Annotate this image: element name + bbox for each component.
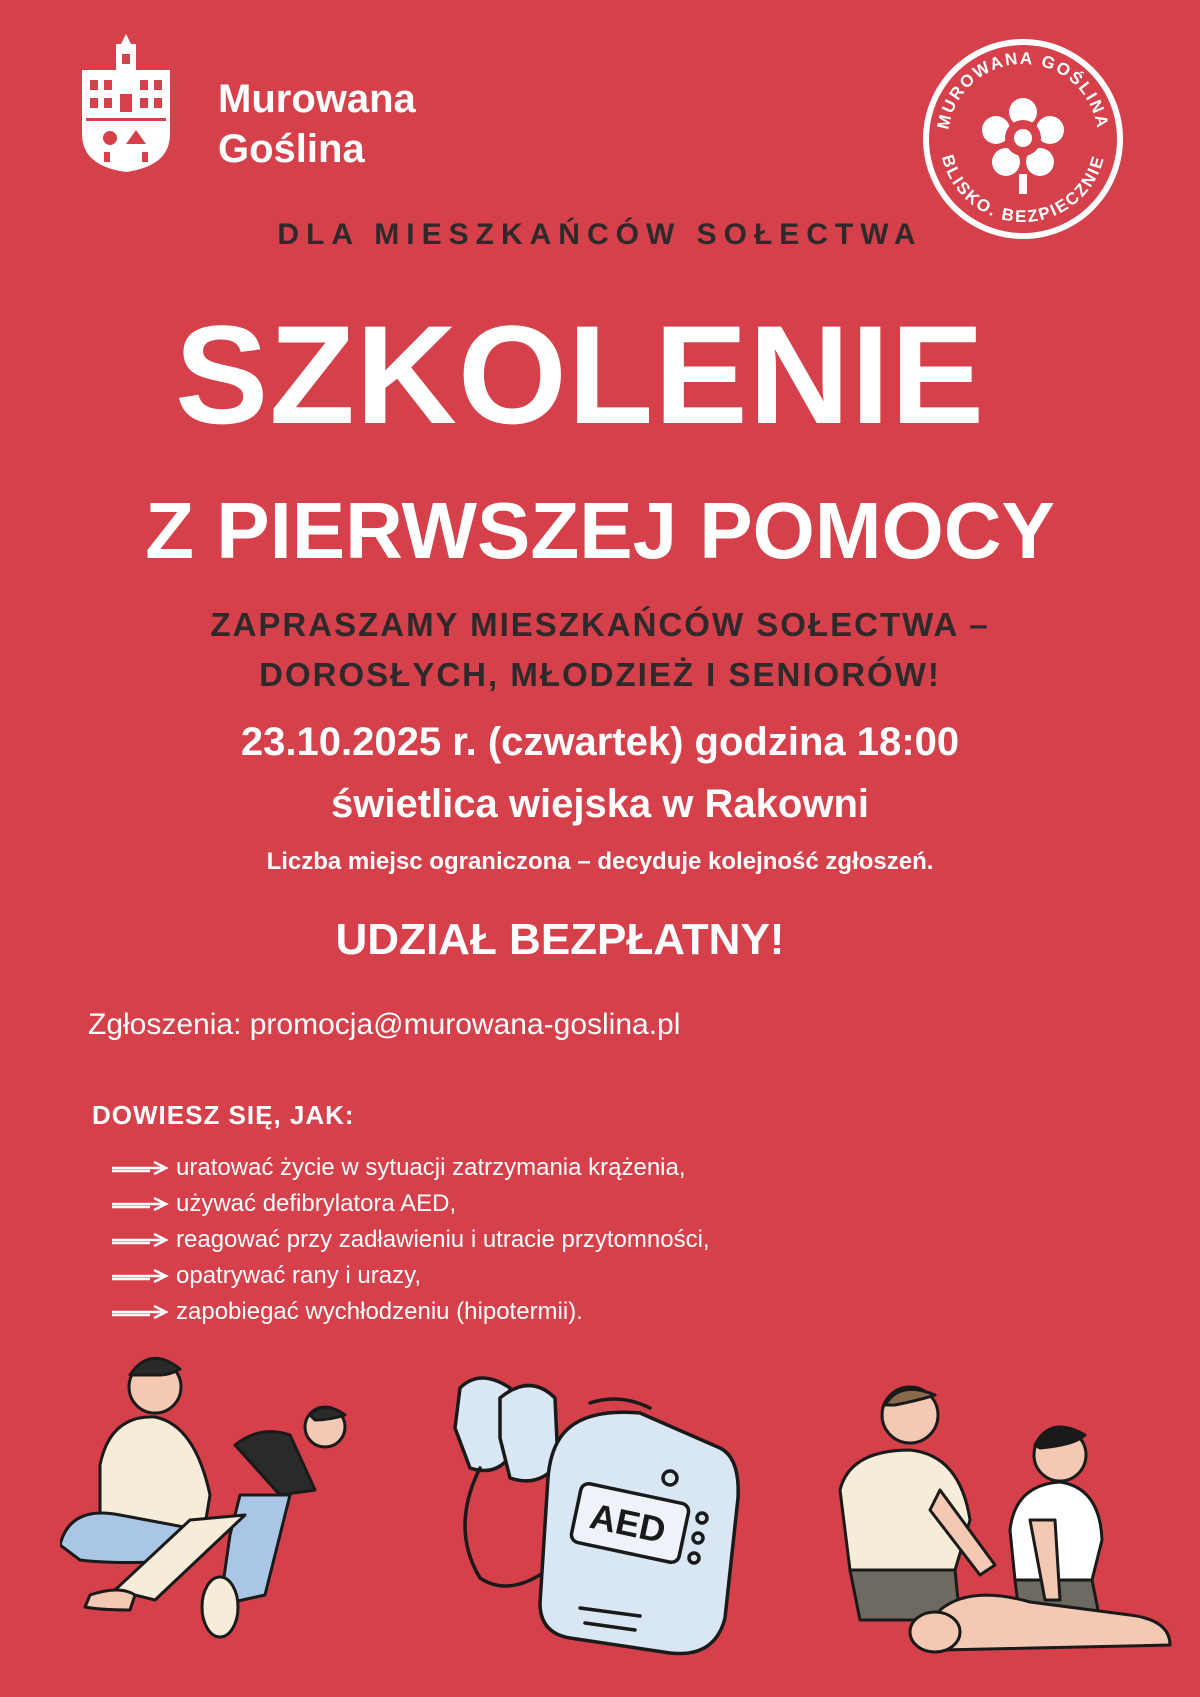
town-crest-icon bbox=[80, 34, 172, 174]
list-item-text: używać defibrylatora AED, bbox=[176, 1190, 457, 1217]
poster-eyebrow: DLA MIESZKAŃCÓW SOŁECTWA bbox=[277, 218, 923, 251]
list-item-text: zapobiegać wychłodzeniu (hipotermii). bbox=[176, 1298, 583, 1325]
cpr-training-illustration-icon bbox=[830, 1370, 1200, 1670]
arrow-right-icon bbox=[110, 1161, 170, 1175]
event-date: 23.10.2025 r. (czwartek) godzina 18:00 bbox=[240, 720, 960, 764]
learn-heading: DOWIESZ SIĘ, JAK: bbox=[92, 1100, 355, 1130]
list-item-text: reagować przy zadławieniu i utracie przytomności, bbox=[176, 1226, 710, 1253]
list-item-text: uratować życie w sytuacji zatrzymania krążenia, bbox=[176, 1154, 686, 1181]
list-item bbox=[110, 1186, 710, 1222]
badge-top-text: MUROWANA GOŚLINA bbox=[933, 48, 1113, 132]
badge-seal-icon bbox=[918, 34, 1128, 244]
list-item-text: opatrywać rany i urazy, bbox=[176, 1262, 421, 1289]
arrow-right-icon bbox=[110, 1233, 170, 1247]
bandaging-illustration-icon bbox=[60, 1345, 390, 1645]
brand-name bbox=[218, 74, 416, 174]
invite-line-2: DOROSŁYCH, MŁODZIEŻ I SENIORÓW! bbox=[259, 656, 941, 693]
contact-email: Zgłoszenia: promocja@murowana-goslina.pl bbox=[88, 1008, 681, 1041]
brand-name-line1: Murowana bbox=[218, 77, 416, 121]
poster-subtitle: Z PIERWSZEJ POMOCY bbox=[145, 486, 1055, 575]
seat-limit-note: Liczba miejsc ograniczona – decyduje kolejność zgłoszeń. bbox=[266, 848, 934, 875]
badge-bottom-text: BLISKO. BEZPIECZNIE bbox=[937, 152, 1109, 227]
event-place: świetlica wiejska w Rakowni bbox=[330, 782, 869, 826]
arrow-right-icon bbox=[110, 1269, 170, 1283]
arrow-right-icon bbox=[110, 1305, 170, 1319]
invite-line-1: ZAPRASZAMY MIESZKAŃCÓW SOŁECTWA – bbox=[210, 606, 990, 643]
free-participation: UDZIAŁ BEZPŁATNY! bbox=[335, 915, 785, 964]
aed-label: AED bbox=[586, 1495, 670, 1552]
poster-title: SZKOLENIE bbox=[174, 296, 986, 453]
list-item bbox=[110, 1258, 710, 1294]
list-item bbox=[110, 1222, 710, 1258]
brand-name-line2: Goślina bbox=[218, 127, 365, 171]
list-item bbox=[110, 1150, 710, 1186]
arrow-right-icon bbox=[110, 1197, 170, 1211]
aed-device-icon bbox=[440, 1368, 770, 1668]
list-item bbox=[110, 1294, 710, 1330]
learn-list bbox=[110, 1150, 710, 1330]
